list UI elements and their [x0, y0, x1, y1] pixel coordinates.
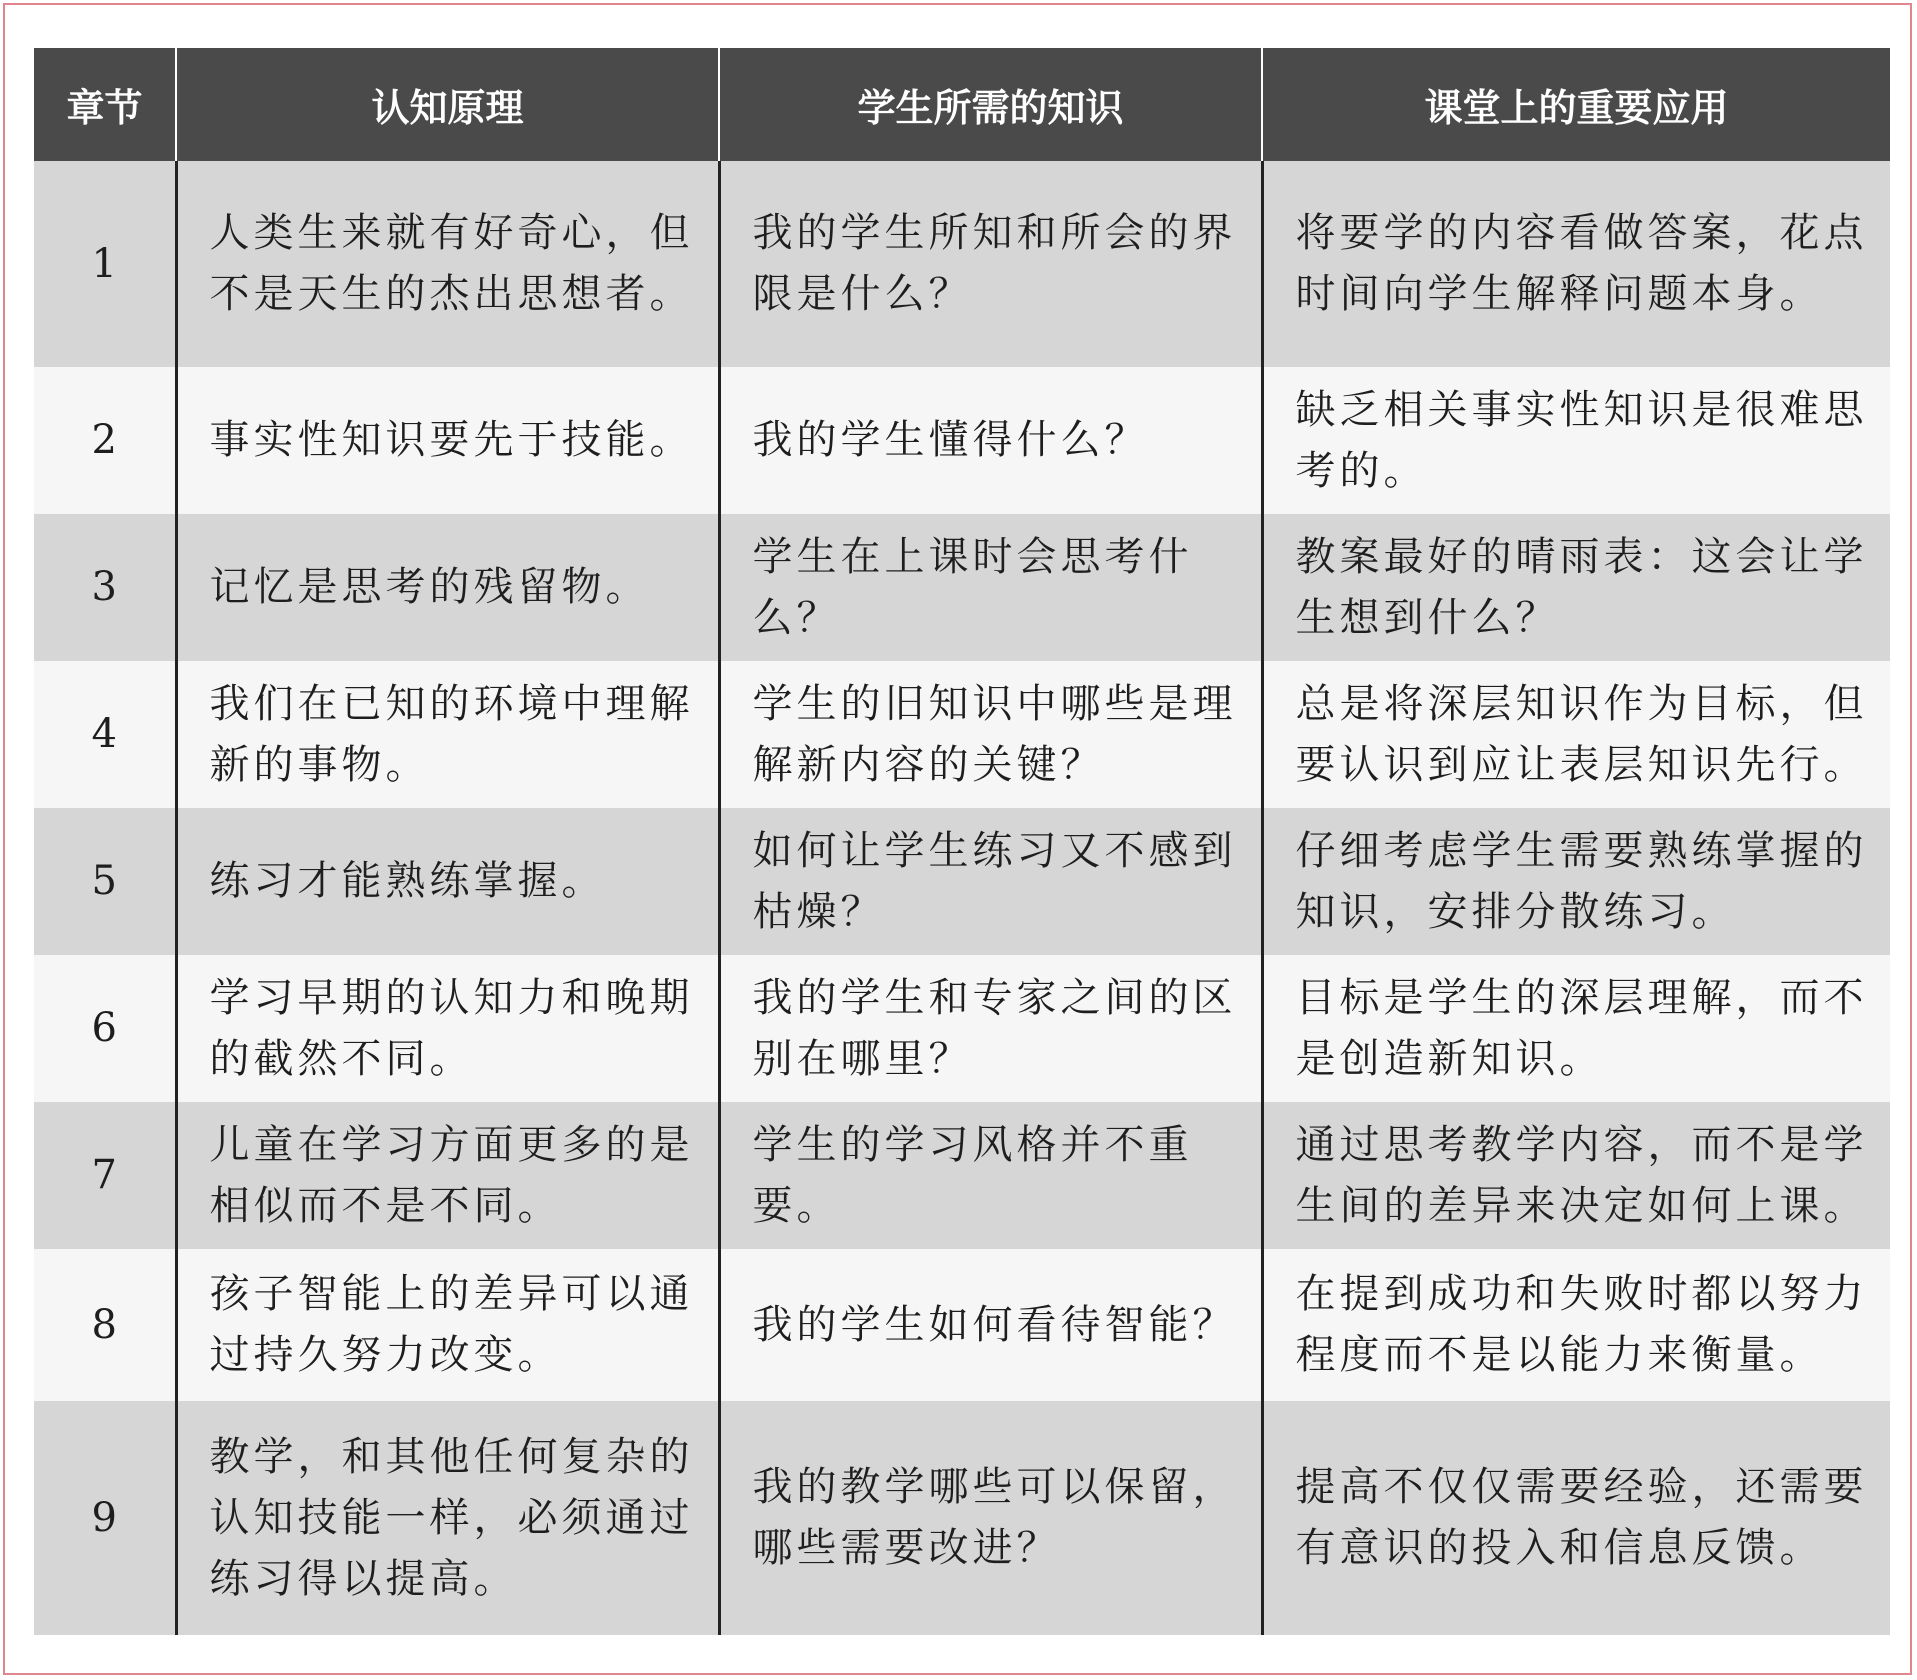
- principle-cell: 教学，和其他任何复杂的认知技能一样，必须通过练习得以提高。: [176, 1401, 719, 1635]
- principle-cell: 人类生来就有好奇心，但不是天生的杰出思想者。: [176, 161, 719, 367]
- chapter-cell: 9: [34, 1401, 176, 1635]
- chapter-cell: 1: [34, 161, 176, 367]
- principle-cell: 孩子智能上的差异可以通过持久努力改变。: [176, 1249, 719, 1401]
- application-cell: 通过思考教学内容，而不是学生间的差异来决定如何上课。: [1262, 1102, 1890, 1249]
- table-body: [34, 161, 1890, 1635]
- chapter-cell: 5: [34, 808, 176, 955]
- chapter-cell: 3: [34, 514, 176, 661]
- application-cell: 教案最好的晴雨表：这会让学生想到什么？: [1262, 514, 1890, 661]
- table-row: [34, 808, 1890, 955]
- chapter-cell: 6: [34, 955, 176, 1102]
- table-header: [34, 48, 1890, 161]
- header-row: [34, 48, 1890, 161]
- application-cell: 总是将深层知识作为目标，但要认识到应让表层知识先行。: [1262, 661, 1890, 808]
- knowledge-cell: 学生的学习风格并不重要。: [719, 1102, 1262, 1249]
- table-row: [34, 1249, 1890, 1401]
- knowledge-cell: 我的学生懂得什么？: [719, 367, 1262, 514]
- principles-table: [34, 48, 1890, 1635]
- application-cell: 将要学的内容看做答案，花点时间向学生解释问题本身。: [1262, 161, 1890, 367]
- principle-cell: 儿童在学习方面更多的是相似而不是不同。: [176, 1102, 719, 1249]
- principle-cell: 学习早期的认知力和晚期的截然不同。: [176, 955, 719, 1102]
- chapter-cell: 4: [34, 661, 176, 808]
- principle-cell: 练习才能熟练掌握。: [176, 808, 719, 955]
- table-row: [34, 161, 1890, 367]
- knowledge-cell: 我的学生所知和所会的界限是什么？: [719, 161, 1262, 367]
- table-row: [34, 661, 1890, 808]
- application-cell: 仔细考虑学生需要熟练掌握的知识，安排分散练习。: [1262, 808, 1890, 955]
- chapter-cell: 8: [34, 1249, 176, 1401]
- knowledge-cell: 我的学生和专家之间的区别在哪里？: [719, 955, 1262, 1102]
- chapter-cell: 7: [34, 1102, 176, 1249]
- chapter-cell: 2: [34, 367, 176, 514]
- header-knowledge: 学生所需的知识: [719, 48, 1262, 161]
- table-row: [34, 955, 1890, 1102]
- table-row: [34, 1102, 1890, 1249]
- application-cell: 缺乏相关事实性知识是很难思考的。: [1262, 367, 1890, 514]
- principle-cell: 记忆是思考的残留物。: [176, 514, 719, 661]
- header-principle: 认知原理: [176, 48, 719, 161]
- header-application: 课堂上的重要应用: [1262, 48, 1890, 161]
- knowledge-cell: 我的学生如何看待智能？: [719, 1249, 1262, 1401]
- application-cell: 在提到成功和失败时都以努力程度而不是以能力来衡量。: [1262, 1249, 1890, 1401]
- principle-cell: 事实性知识要先于技能。: [176, 367, 719, 514]
- application-cell: 提高不仅仅需要经验，还需要有意识的投入和信息反馈。: [1262, 1401, 1890, 1635]
- application-cell: 目标是学生的深层理解，而不是创造新知识。: [1262, 955, 1890, 1102]
- header-chapter: 章节: [34, 48, 176, 161]
- table-row: [34, 514, 1890, 661]
- knowledge-cell: 如何让学生练习又不感到枯燥？: [719, 808, 1262, 955]
- principle-cell: 我们在已知的环境中理解新的事物。: [176, 661, 719, 808]
- table-row: [34, 367, 1890, 514]
- knowledge-cell: 我的教学哪些可以保留，哪些需要改进？: [719, 1401, 1262, 1635]
- knowledge-cell: 学生的旧知识中哪些是理解新内容的关键？: [719, 661, 1262, 808]
- principles-table-container: [34, 48, 1890, 1635]
- table-row: [34, 1401, 1890, 1635]
- knowledge-cell: 学生在上课时会思考什么？: [719, 514, 1262, 661]
